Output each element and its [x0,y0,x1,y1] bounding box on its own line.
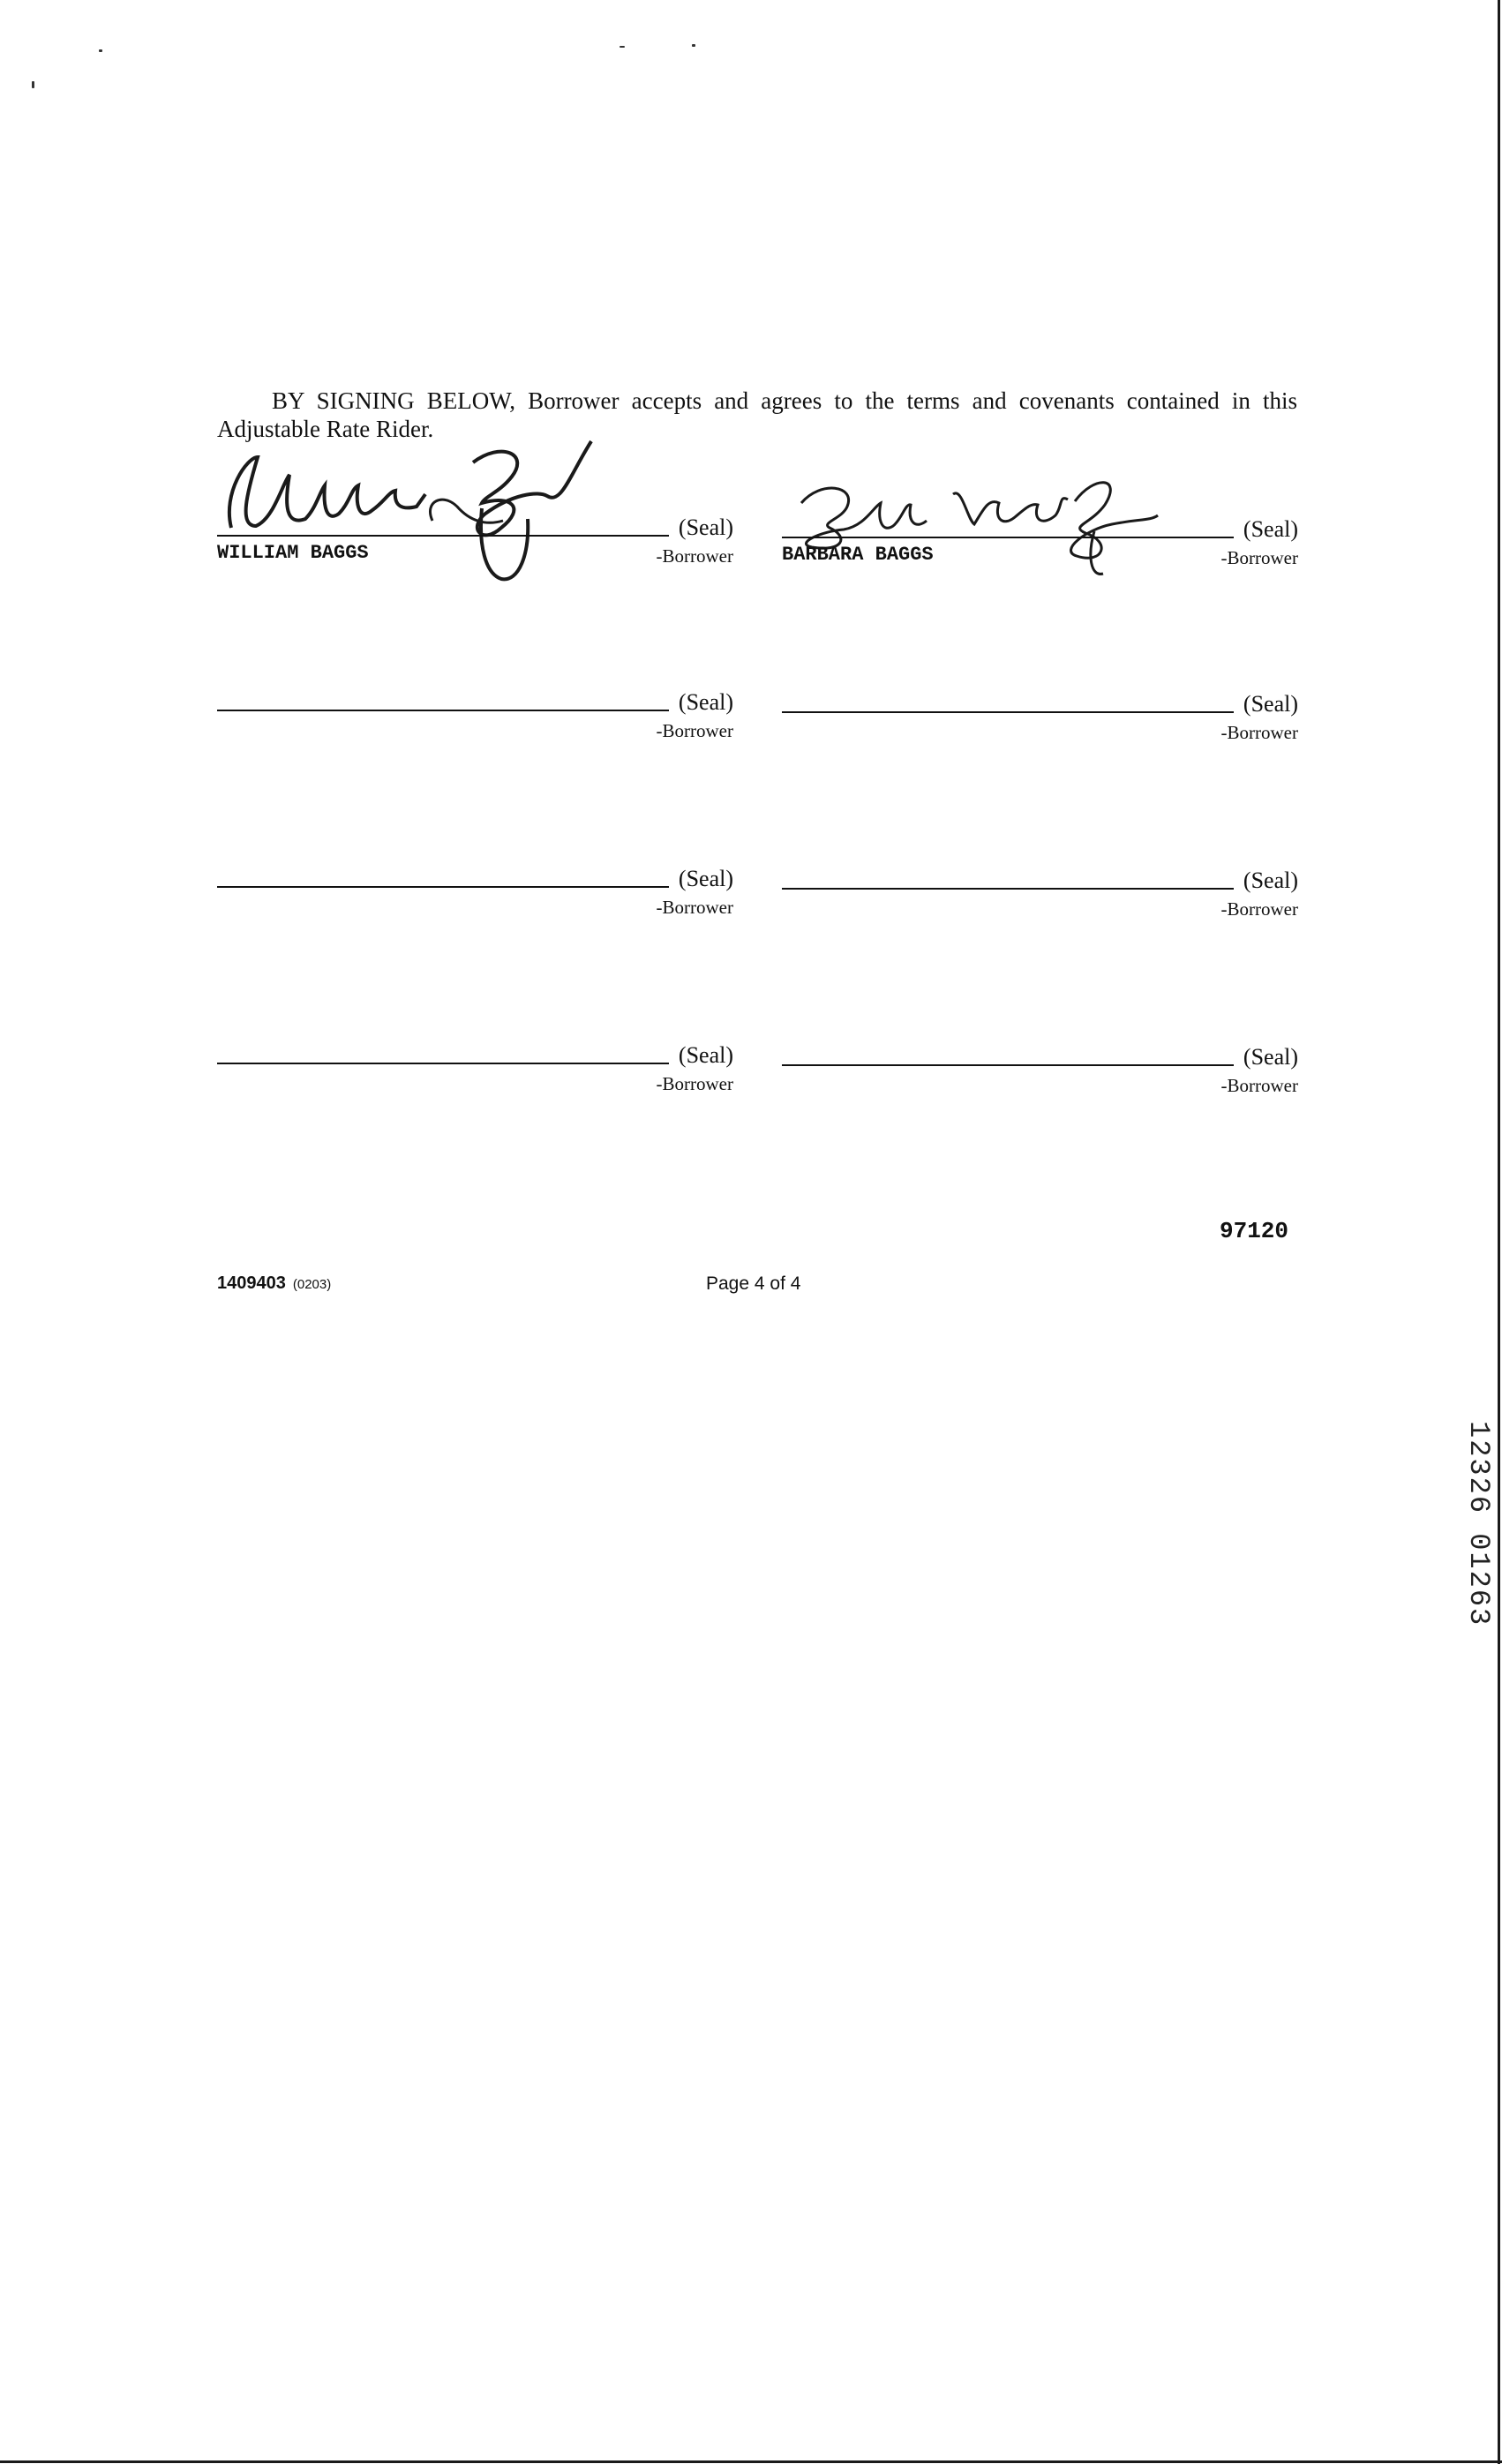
form-number-value: 1409403 [217,1273,286,1293]
recording-stamp: 12326 01263 [1462,1421,1495,1627]
borrower-role-label: -Borrower [656,1073,733,1094]
scan-speck [620,46,625,48]
borrower-role-label: -Borrower [1220,547,1298,568]
seal-label: (Seal) [1243,1044,1298,1070]
signature-block-borrower-7 [217,1029,733,1094]
scan-speck [692,44,695,47]
scan-edge-bottom [0,2460,1502,2463]
signature-block-borrower-2 [782,503,1298,568]
seal-label: (Seal) [1243,868,1298,893]
seal-label: (Seal) [678,866,733,891]
document-code: 97120 [1220,1218,1289,1244]
seal-label: (Seal) [1243,691,1298,717]
signature-line [782,711,1234,713]
signature-line [217,710,669,711]
borrower-name: BARBARA BAGGS [782,544,934,566]
seal-label: (Seal) [1243,516,1298,542]
signature-block-borrower-8 [782,1031,1298,1096]
signature-block-borrower-4 [782,678,1298,743]
signature-line [782,537,1234,538]
acceptance-statement: BY SIGNING BELOW, Borrower accepts and agrees to the terms and covenants contained in this Adjustable Rate Rider. [217,387,1297,442]
borrower-role-label: -Borrower [1220,1075,1298,1096]
borrower-role-label: -Borrower [656,720,733,741]
signature-line [217,1063,669,1064]
signature-block-borrower-5 [217,853,733,918]
scan-speck [99,49,102,52]
form-revision: (0203) [292,1277,332,1292]
signature-line [217,535,669,537]
scan-speck [32,81,34,88]
seal-label: (Seal) [678,515,733,540]
form-number [217,1273,331,1294]
scan-edge-right [1498,0,1500,2464]
signature-line [782,1064,1234,1066]
signature-block-borrower-6 [782,854,1298,920]
page-number: Page 4 of 4 [706,1273,801,1294]
borrower-role-label: -Borrower [656,545,733,567]
borrower-role-label: -Borrower [1220,722,1298,743]
borrower-name: WILLIAM BAGGS [217,542,369,564]
signature-block-borrower-1 [217,501,733,567]
seal-label: (Seal) [678,689,733,715]
signature-line [782,888,1234,890]
borrower-role-label: -Borrower [1220,898,1298,920]
signature-line [217,886,669,888]
seal-label: (Seal) [678,1042,733,1068]
borrower-role-label: -Borrower [656,897,733,918]
signature-block-borrower-3 [217,676,733,741]
